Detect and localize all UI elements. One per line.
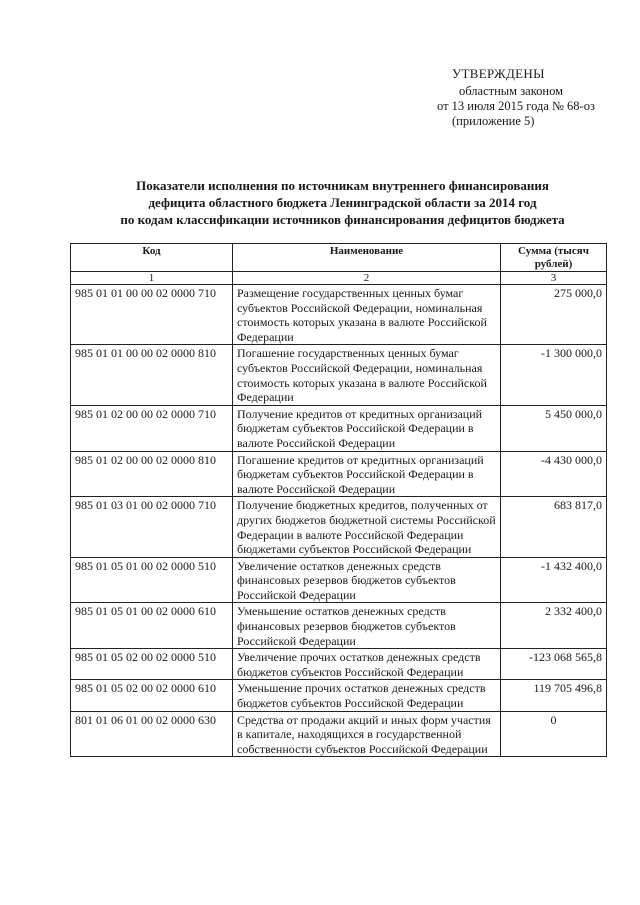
row-sum: 119 705 496,8: [501, 680, 607, 711]
financing-sources-table: [70, 243, 607, 757]
approval-line-law: областным законом: [459, 84, 564, 98]
column-number: 2: [233, 272, 501, 285]
column-number: 3: [501, 272, 607, 285]
row-code: 985 01 01 00 00 02 0000 810: [71, 345, 233, 405]
row-name: Погашение кредитов от кредитных организаций бюджетам субъектов Российской Федерации в валюте Российской Федерации: [233, 451, 501, 497]
row-code: 985 01 05 02 00 02 0000 510: [71, 649, 233, 680]
row-code: 985 01 02 00 00 02 0000 810: [71, 451, 233, 497]
row-code: 985 01 01 00 00 02 0000 710: [71, 285, 233, 345]
column-number-row: [71, 272, 607, 285]
document-title-line: дефицита областного бюджета Ленинградской области за 2014 год: [148, 195, 537, 210]
table-row: [71, 711, 607, 757]
row-name: Получение кредитов от кредитных организаций бюджетам субъектов Российской Федерации в валюте Российской Федерации: [233, 405, 501, 451]
approval-title: УТВЕРЖДЕНЫ: [452, 66, 545, 81]
row-code: 985 01 02 00 00 02 0000 710: [71, 405, 233, 451]
table-row: [71, 451, 607, 497]
row-name: Получение бюджетных кредитов, полученных от других бюджетов бюджетной системы Российской Федерации в валюте Российской Федерации бюджетами субъектов Российской Федерации: [233, 497, 501, 557]
document-title-line: Показатели исполнения по источникам внутреннего финансирования: [136, 178, 549, 193]
row-sum: 683 817,0: [501, 497, 607, 557]
row-name: Увеличение прочих остатков денежных средств бюджетов субъектов Российской Федерации: [233, 649, 501, 680]
document-title-line: по кодам классификации источников финансирования дефицитов бюджета: [120, 212, 565, 227]
table-row: [71, 603, 607, 649]
table-row: [71, 680, 607, 711]
table-row: [71, 497, 607, 557]
table-row: [71, 405, 607, 451]
row-code: 985 01 05 01 00 02 0000 610: [71, 603, 233, 649]
table-row: [71, 557, 607, 603]
row-sum: 0: [501, 711, 607, 757]
row-code: 985 01 05 02 00 02 0000 610: [71, 680, 233, 711]
row-name: Уменьшение прочих остатков денежных средств бюджетов субъектов Российской Федерации: [233, 680, 501, 711]
row-name: Уменьшение остатков денежных средств финансовых резервов бюджетов субъектов Российской Федерации: [233, 603, 501, 649]
header-sum: Сумма (тысяч рублей): [501, 244, 607, 272]
table-header-row: [71, 244, 607, 272]
header-code: Код: [71, 244, 233, 272]
row-name: Средства от продажи акций и иных форм участия в капитале, находящихся в государственной собственности субъектов Российской Федерации: [233, 711, 501, 757]
table-row: [71, 285, 607, 345]
row-name: Увеличение остатков денежных средств финансовых резервов бюджетов субъектов Российской Федерации: [233, 557, 501, 603]
row-name: Погашение государственных ценных бумаг субъектов Российской Федерации, номинальная стоимость которых указана в валюте Российской Федерации: [233, 345, 501, 405]
row-code: 801 01 06 01 00 02 0000 630: [71, 711, 233, 757]
row-name: Размещение государственных ценных бумаг субъектов Российской Федерации, номинальная стоимость которых указана в валюте Российской Федерации: [233, 285, 501, 345]
approval-line-date: от 13 июля 2015 года № 68-оз: [437, 99, 595, 113]
approval-line-appendix: (приложение 5): [452, 114, 535, 128]
table-row: [71, 345, 607, 405]
row-sum: -123 068 565,8: [501, 649, 607, 680]
document-title: [60, 177, 625, 228]
column-number: 1: [71, 272, 233, 285]
row-sum: 2 332 400,0: [501, 603, 607, 649]
header-name: Наименование: [233, 244, 501, 272]
row-code: 985 01 03 01 00 02 0000 710: [71, 497, 233, 557]
row-sum: -4 430 000,0: [501, 451, 607, 497]
row-sum: -1 300 000,0: [501, 345, 607, 405]
row-sum: 275 000,0: [501, 285, 607, 345]
table-row: [71, 649, 607, 680]
row-sum: 5 450 000,0: [501, 405, 607, 451]
row-sum: -1 432 400,0: [501, 557, 607, 603]
row-code: 985 01 05 01 00 02 0000 510: [71, 557, 233, 603]
